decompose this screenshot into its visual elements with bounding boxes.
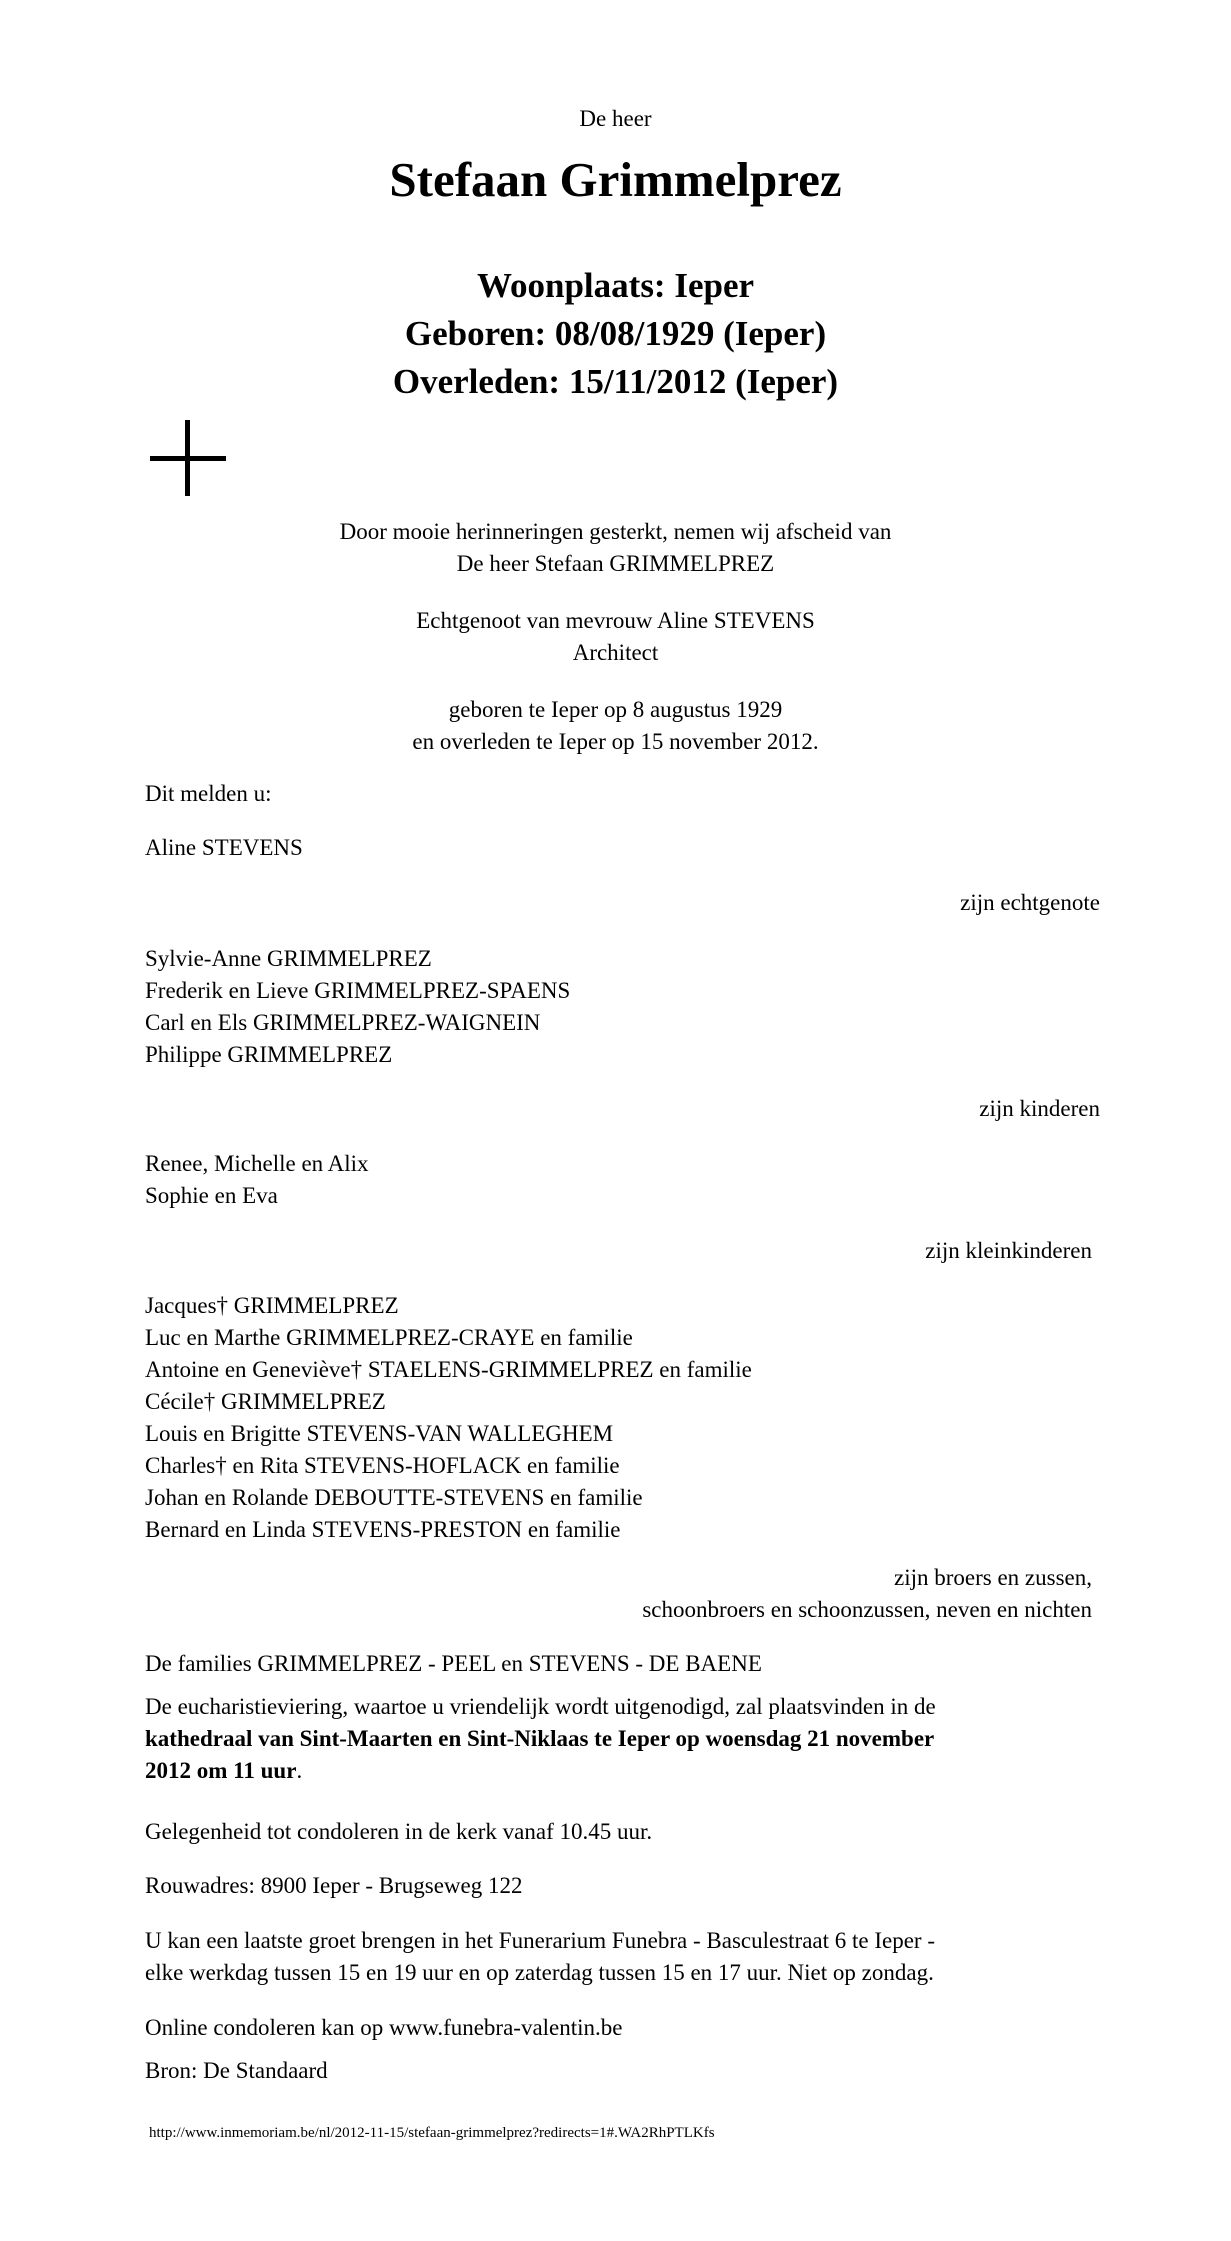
- dates-text: [0, 694, 1231, 758]
- grandchildren-label: zijn kleinkinderen: [925, 1238, 1092, 1263]
- dates-line-2: en overleden te Ieper op 15 november 2012.: [412, 729, 819, 754]
- siblings-list: [145, 1290, 1105, 1546]
- spouse-line-1: Echtgenoot van mevrouw Aline STEVENS: [416, 608, 815, 633]
- list-item: Charles† en Rita STEVENS-HOFLACK en familie: [145, 1453, 620, 1478]
- intro-line-2: De heer Stefaan GRIMMELPREZ: [456, 551, 775, 576]
- intro-line-1: Door mooie herinneringen gesterkt, nemen wij afscheid van: [339, 519, 892, 544]
- list-item: Antoine en Geneviève† STAELENS-GRIMMELPREZ en familie: [145, 1357, 752, 1382]
- ceremony-intro: De eucharistieviering, waartoe u vriendelijk wordt uitgenodigd, zal plaatsvinden in de: [145, 1694, 936, 1719]
- list-item: Renee, Michelle en Alix: [145, 1151, 369, 1176]
- list-item: Jacques† GRIMMELPREZ: [145, 1293, 399, 1318]
- siblings-label: [0, 1562, 1092, 1626]
- ceremony-location: kathedraal van Sint-Maarten en Sint-Niklaas te Ieper op woensdag 21 november: [145, 1726, 935, 1751]
- ceremony-text: [145, 1691, 1105, 1787]
- siblings-label-line-1: zijn broers en zussen,: [894, 1565, 1092, 1590]
- spouse-text: [0, 605, 1231, 669]
- wife-label: zijn echtgenote: [960, 890, 1100, 915]
- children-list: [145, 943, 1105, 1071]
- list-item: Philippe GRIMMELPREZ: [145, 1042, 393, 1067]
- visit-text: [145, 1925, 1105, 1989]
- wife-list: [145, 832, 1105, 864]
- footer-url: http://www.inmemoriam.be/nl/2012-11-15/stefaan-grimmelprez?redirects=1#.WA2RhPTLKfs: [149, 2125, 715, 2141]
- death-date: Overleden: 15/11/2012 (Ieper): [392, 362, 839, 401]
- grandchildren-list: [145, 1148, 1105, 1212]
- vitals-block: [0, 262, 1231, 406]
- residence: Woonplaats: Ieper: [476, 266, 755, 305]
- ceremony-end: .: [296, 1758, 303, 1783]
- list-item: Frederik en Lieve GRIMMELPREZ-SPAENS: [145, 978, 571, 1003]
- salutation: De heer: [579, 106, 652, 131]
- list-item: Bernard en Linda STEVENS-PRESTON en familie: [145, 1517, 621, 1542]
- families-line: De families GRIMMELPREZ - PEEL en STEVENS - DE BAENE: [145, 1651, 762, 1676]
- list-item: Sophie en Eva: [145, 1183, 278, 1208]
- children-label: zijn kinderen: [979, 1096, 1100, 1121]
- birth-date: Geboren: 08/08/1929 (Ieper): [404, 314, 827, 353]
- list-item: Johan en Rolande DEBOUTTE-STEVENS en familie: [145, 1485, 643, 1510]
- condolence-church: Gelegenheid tot condoleren in de kerk vanaf 10.45 uur.: [145, 1819, 653, 1844]
- siblings-label-line-2: schoonbroers en schoonzussen, neven en nichten: [642, 1597, 1092, 1622]
- ceremony-time: 2012 om 11 uur: [145, 1758, 297, 1783]
- list-item: Luc en Marthe GRIMMELPREZ-CRAYE en familie: [145, 1325, 633, 1350]
- list-item: Cécile† GRIMMELPREZ: [145, 1389, 386, 1414]
- list-item: Sylvie-Anne GRIMMELPREZ: [145, 946, 432, 971]
- dates-line-1: geboren te Ieper op 8 augustus 1929: [448, 697, 783, 722]
- deceased-name: Stefaan Grimmelprez: [389, 152, 842, 207]
- visit-line-2: elke werkdag tussen 15 en 19 uur en op zaterdag tussen 15 en 17 uur. Niet op zondag.: [145, 1960, 934, 1985]
- list-item: Aline STEVENS: [145, 835, 303, 860]
- spouse-line-2: Architect: [572, 640, 659, 665]
- cross-icon: [150, 420, 226, 496]
- list-item: Carl en Els GRIMMELPREZ-WAIGNEIN: [145, 1010, 541, 1035]
- announce-text: Dit melden u:: [145, 781, 272, 806]
- visit-line-1: U kan een laatste groet brengen in het Funerarium Funebra - Basculestraat 6 te Ieper -: [145, 1928, 935, 1953]
- list-item: Louis en Brigitte STEVENS-VAN WALLEGHEM: [145, 1421, 614, 1446]
- mourning-address: Rouwadres: 8900 Ieper - Brugseweg 122: [145, 1873, 523, 1898]
- source-line: Bron: De Standaard: [145, 2058, 328, 2083]
- intro-text: [0, 516, 1231, 580]
- online-condolence: Online condoleren kan op www.funebra-valentin.be: [145, 2015, 623, 2040]
